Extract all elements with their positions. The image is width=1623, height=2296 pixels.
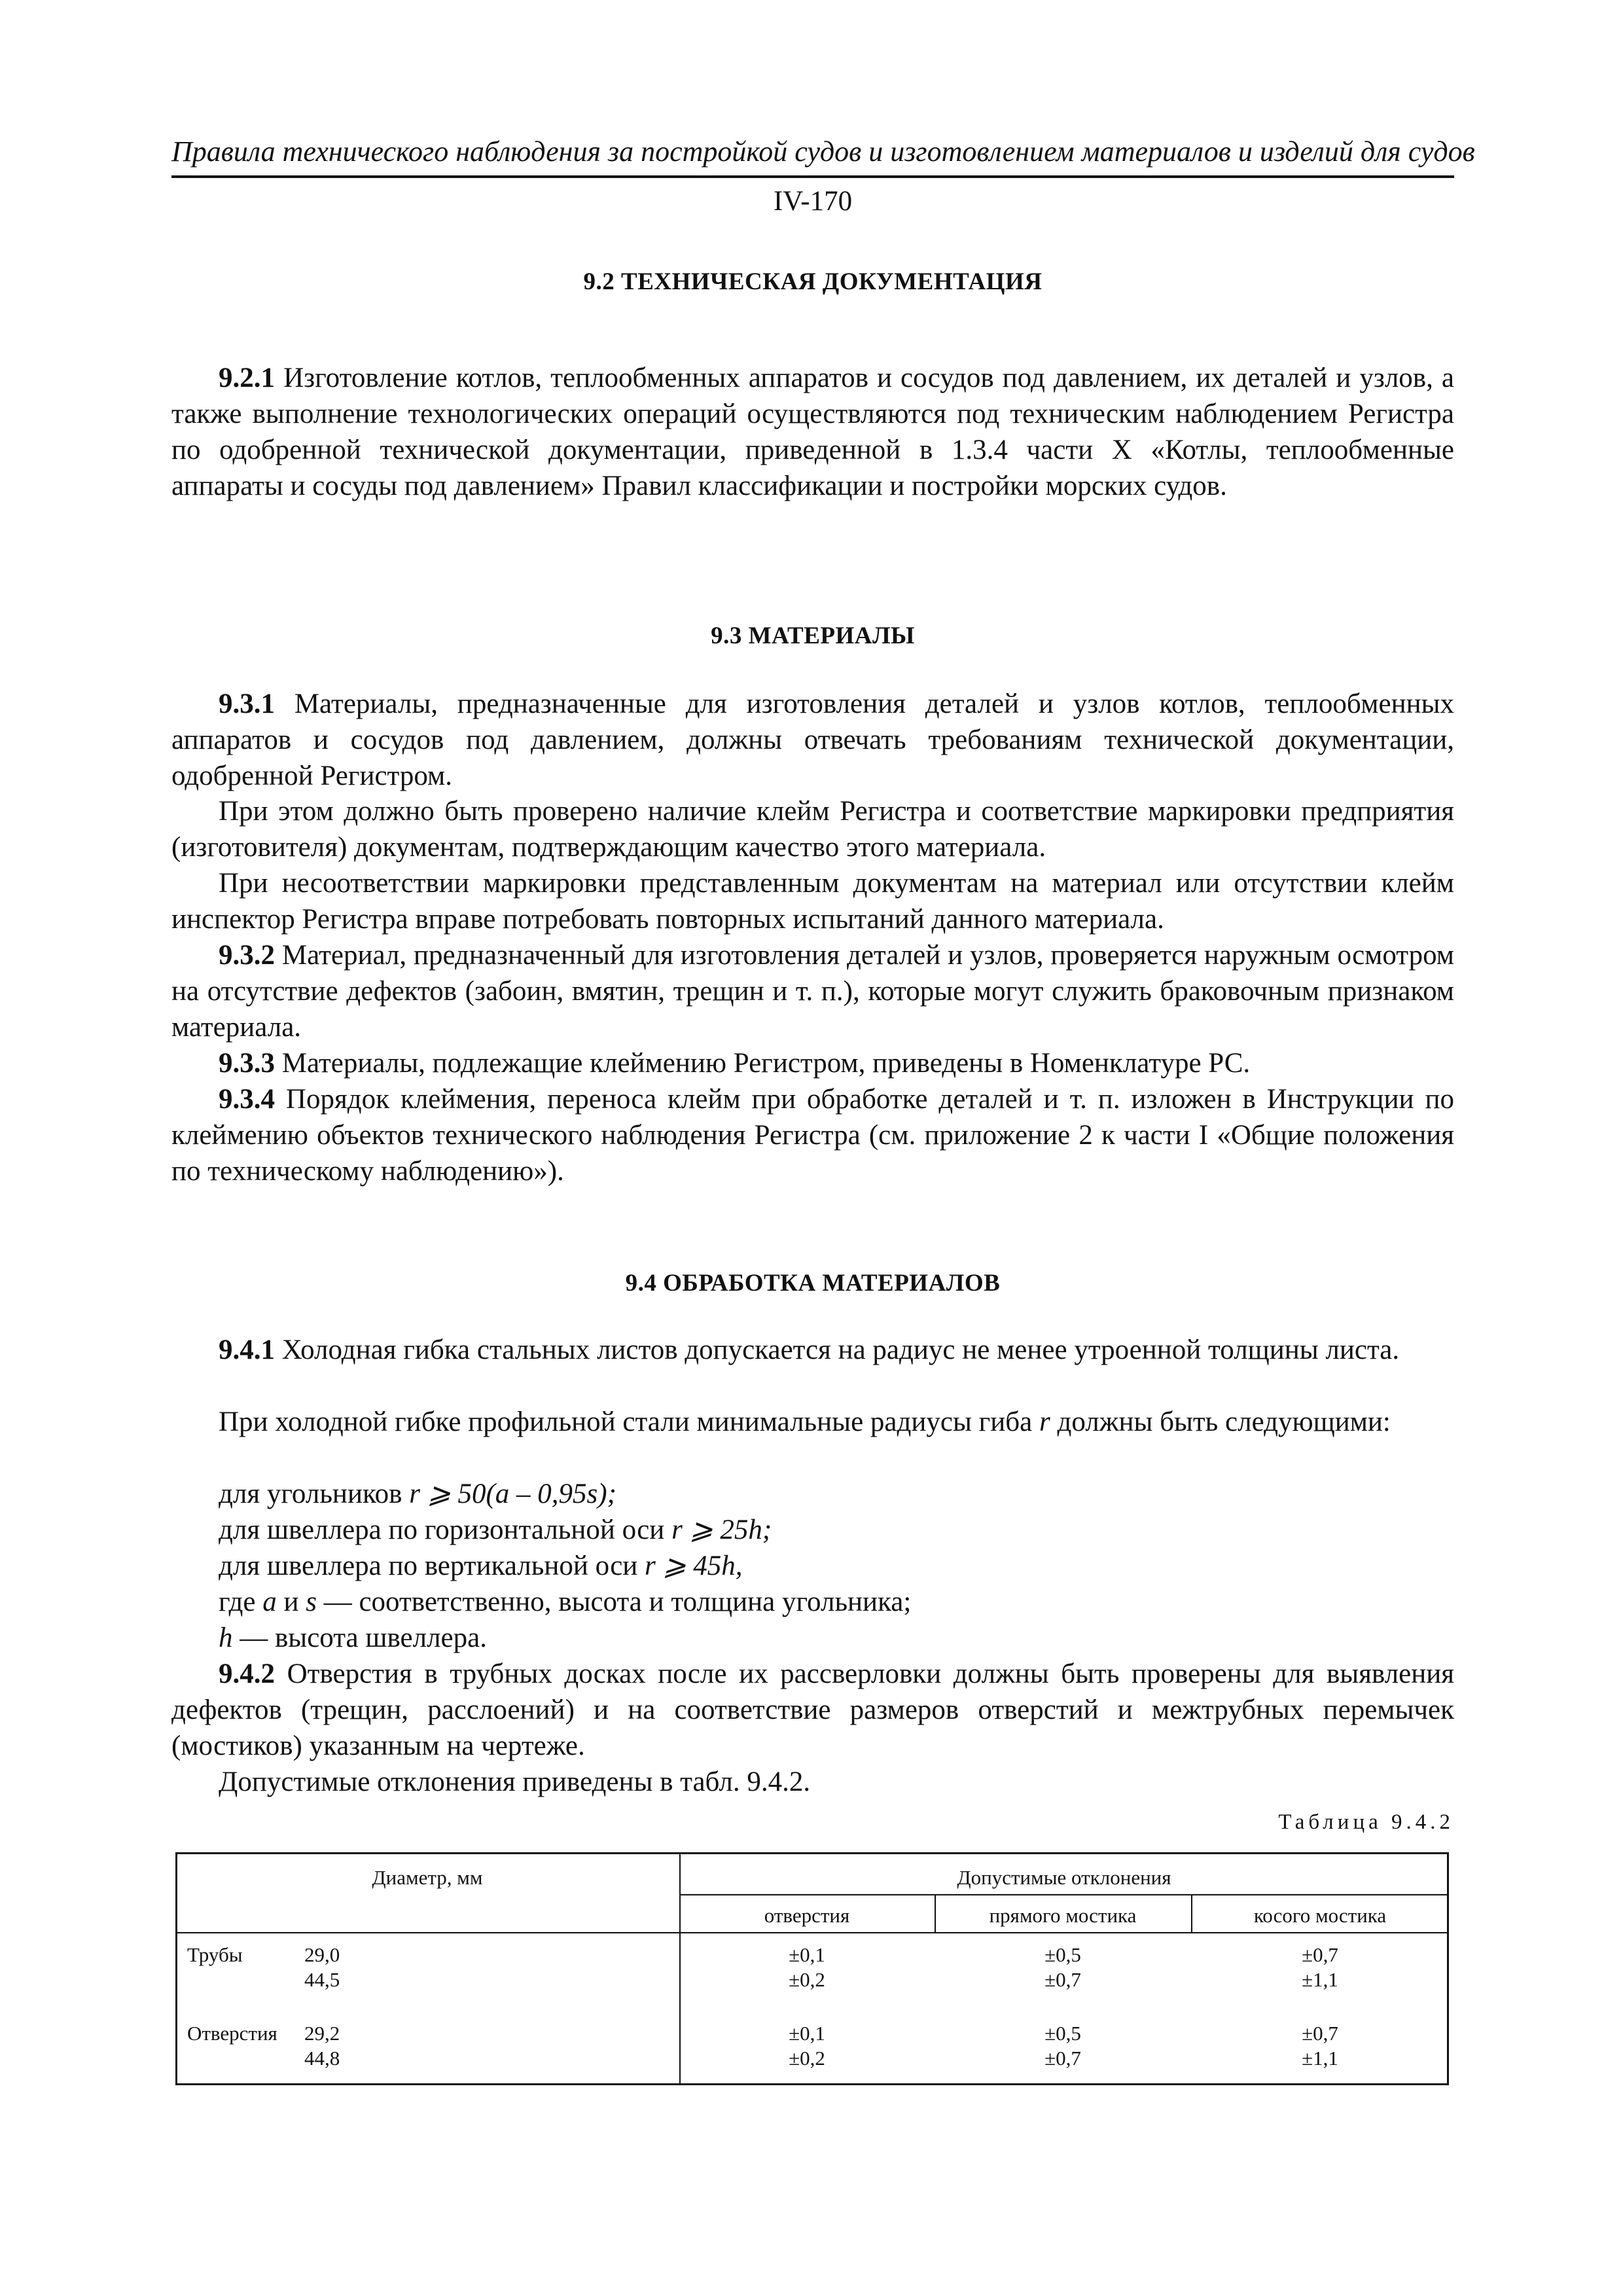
formula: r ⩾ 25h; (671, 1515, 772, 1545)
paragraph-9-3-1-b: При этом должно быть проверено наличие клейм Регистра и соответствие маркировки предприятия (изготовителя) документам, подтверждающим качество этого материала. (171, 796, 1454, 863)
table-divider-header (175, 1932, 1449, 1933)
clause-number: 9.4.2 (219, 1659, 275, 1689)
table-cell-oblique: ±1,1 (1302, 2047, 1338, 2070)
paragraph-9-3-1-c: При несоответствии маркировки представленным документам на материал или отсутствии клейм инспектор Регистра вправе потребовать повторных испытаний данного материала. (171, 868, 1454, 935)
section-title-9-3: 9.3 МАТЕРИАЛЫ (711, 622, 915, 649)
table-border-top (175, 1852, 1449, 1854)
section-title-9-4: 9.4 ОБРАБОТКА МАТЕРИАЛОВ (625, 1270, 1001, 1297)
table-cell-hole: ±0,1 (789, 2022, 825, 2045)
table-cell-hole: ±0,1 (789, 1943, 825, 1966)
header-rule (171, 175, 1454, 178)
formula-legend-h: h — высота швеллера. (219, 1623, 487, 1653)
formula-line-channel-vertical: для швеллера по вертикальной оси r ⩾ 45h, (219, 1551, 743, 1581)
table-caption: Таблица 9.4.2 (1278, 1810, 1454, 1834)
table-cell-diameter: 44,5 (304, 1968, 340, 1991)
paragraph-9-3-3 (171, 1045, 1454, 1081)
clause-number: 9.3.2 (219, 940, 275, 971)
running-header-title: Правила технического наблюдения за постройкой судов и изготовлением материалов и изделий для судов (171, 135, 1475, 168)
table-cell-straight: ±0,5 (1044, 1943, 1081, 1966)
clause-number: 9.3.3 (219, 1048, 275, 1079)
formula-legend-a-s: где a и s — соответственно, высота и толщина угольника; (219, 1587, 912, 1617)
table-cell-oblique: ±1,1 (1302, 1968, 1338, 1991)
table-row-label: Отверстия (187, 2022, 277, 2045)
table-cell-straight: ±0,7 (1044, 1968, 1081, 1991)
table-row-label: Трубы (187, 1943, 243, 1966)
formula: r ⩾ 45h, (645, 1551, 743, 1581)
table-cell-diameter: 44,8 (304, 2047, 340, 2070)
paragraph-9-4-2-b: Допустимые отклонения приведены в табл. 9.4.2. (219, 1767, 811, 1797)
paragraph-text: Отверстия в трубных досках после их рассверловки должны быть проверены для выявления дефектов (трещин, расслоений) и на соответствие размеров отверстий и межтрубных перемычек (мостиков) указанным на чертеже. (171, 1659, 1455, 1761)
paragraph-9-3-2 (171, 937, 1454, 1045)
table-cell-hole: ±0,2 (789, 1968, 825, 1991)
table-subheader-hole: отверстия (764, 1904, 850, 1927)
table-cell-oblique: ±0,7 (1302, 2022, 1338, 2045)
table-header-deviations: Допустимые отклонения (957, 1866, 1171, 1889)
table-cell-diameter: 29,2 (304, 2022, 340, 2045)
paragraph-9-3-4 (171, 1081, 1454, 1189)
deviation-table (175, 1852, 1449, 2085)
variable-r: r (1039, 1407, 1050, 1437)
page-number: IV-170 (773, 186, 853, 217)
paragraph-text: Материалы, подлежащие клеймению Регистром, приведены в Номенклатуре РС. (281, 1048, 1251, 1079)
section-title-9-2: 9.2 ТЕХНИЧЕСКАЯ ДОКУМЕНТАЦИЯ (583, 268, 1043, 295)
paragraph-text: Материал, предназначенный для изготовления деталей и узлов, проверяется наружным осмотром на отсутствие дефектов (забоин, вмятин, трещин и т. п.), которые могут служить браковочным признаком материала. (171, 940, 1455, 1043)
formula-line-angle: для угольников r ⩾ 50(a – 0,95s); (219, 1479, 616, 1509)
table-border-bottom (175, 2083, 1449, 2085)
table-cell-hole: ±0,2 (789, 2047, 825, 2070)
paragraph-text: Порядок клеймения, переноса клейм при обработке деталей и т. п. изложен в Инструкции по клеймению объектов технического наблюдения Регистра (см. приложение 2 к части I «Общие положения по техническому наблюдению»). (171, 1084, 1455, 1187)
table-subheader-straight-bridge: прямого мостика (989, 1904, 1137, 1927)
table-cell-oblique: ±0,7 (1302, 1943, 1338, 1966)
clause-number: 9.4.1 (219, 1335, 275, 1365)
formula: r ⩾ 50(a – 0,95s); (409, 1479, 616, 1509)
paragraph-text: Изготовление котлов, теплообменных аппаратов и сосудов под давлением, их деталей и узлов, а также выполнение технологических операций осуществляются под техническим наблюдением Регистра по одобренной технической документации, приведенной в 1.3.4 части X «Котлы, теплообменные аппараты и сосуды под давлением» Правил классификации и постройки морских судов. (171, 363, 1454, 501)
table-subheader-oblique-bridge: косого мостика (1253, 1904, 1387, 1927)
paragraph-9-3-1 (171, 686, 1454, 794)
paragraph-9-4-1 (171, 1332, 1454, 1368)
clause-number: 9.2.1 (219, 363, 275, 393)
table-cell-straight: ±0,5 (1044, 2022, 1081, 2045)
table-divider-subheader (679, 1894, 1449, 1895)
table-cell-straight: ±0,7 (1044, 2047, 1081, 2070)
paragraph-9-2-1 (171, 360, 1454, 504)
paragraph-text: Материалы, предназначенные для изготовления деталей и узлов котлов, теплообменных аппаратов и сосудов под давлением, должны отвечать требованиям технической документации, одобренной Регистром. (171, 689, 1454, 791)
clause-number: 9.3.4 (219, 1084, 275, 1115)
table-header-diameter: Диаметр, мм (372, 1866, 483, 1889)
table-cell-diameter: 29,0 (304, 1943, 340, 1966)
paragraph-9-4-1-b: При холодной гибке профильной стали минимальные радиусы гиба r должны быть следующими: (219, 1407, 1391, 1437)
clause-number: 9.3.1 (219, 689, 275, 719)
paragraph-text: Холодная гибка стальных листов допускается на радиус не менее утроенной толщины листа. (281, 1335, 1400, 1365)
paragraph-9-4-2 (171, 1656, 1454, 1764)
formula-line-channel-horizontal: для швеллера по горизонтальной оси r ⩾ 25h; (219, 1515, 772, 1545)
